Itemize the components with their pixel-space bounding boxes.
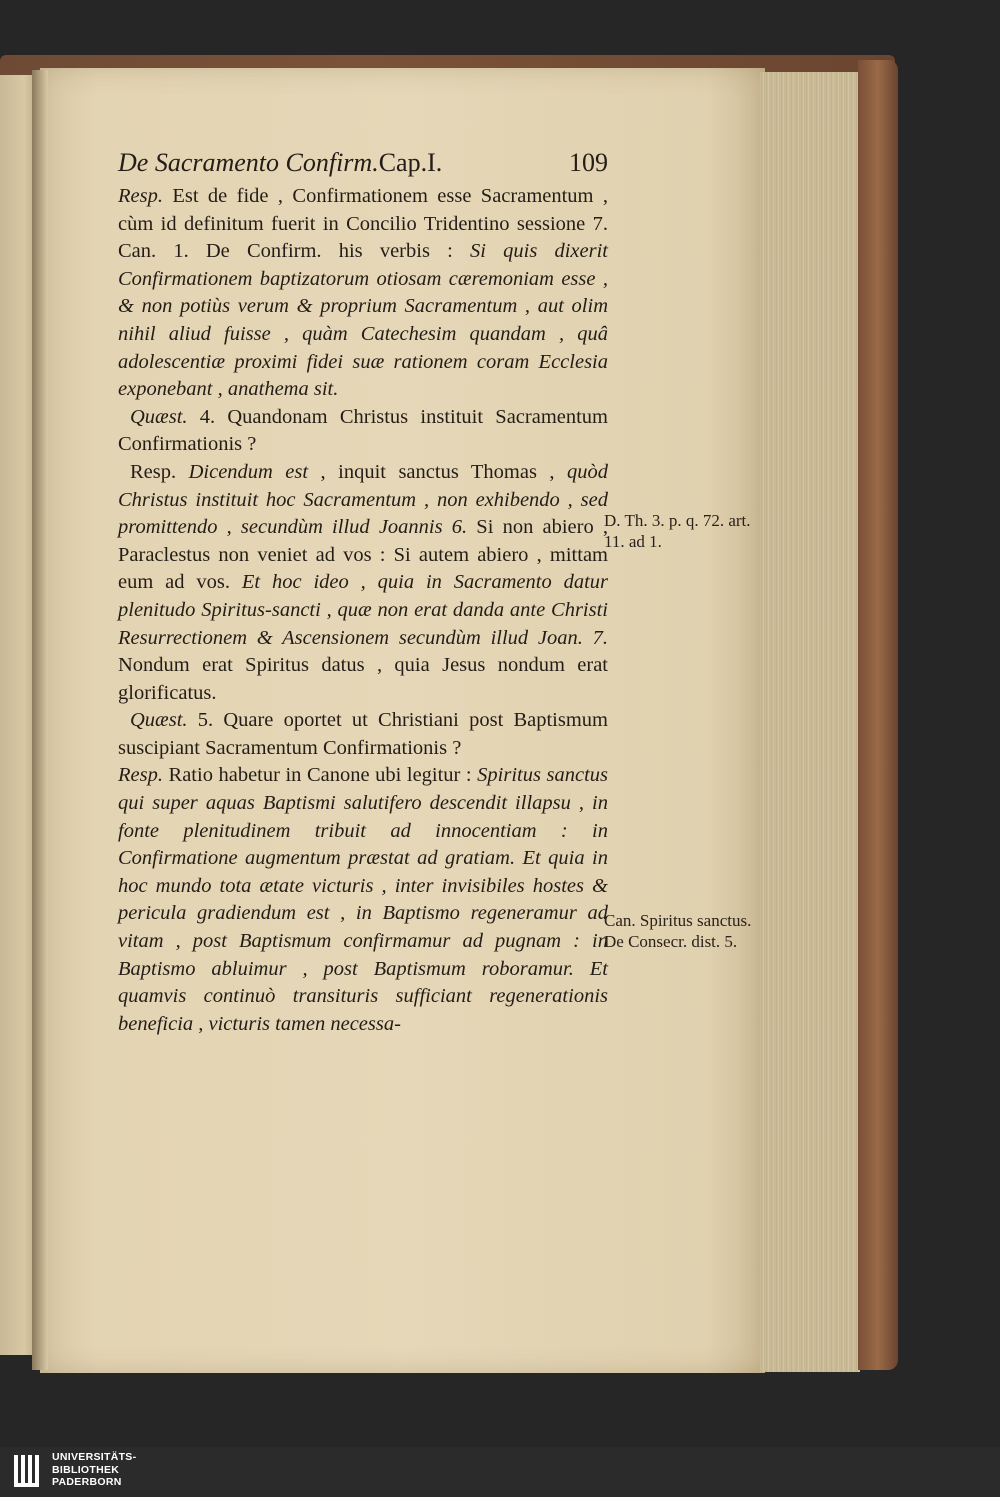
library-name (52, 1451, 136, 1489)
paragraph (118, 183, 608, 404)
page-number: 109 (569, 148, 608, 177)
page-gutter (32, 70, 48, 1370)
footer-bar (0, 1447, 1000, 1497)
roman-text: , inquit sanctus Thomas , (308, 460, 567, 483)
library-logo-icon (14, 1453, 44, 1489)
page-edges (760, 72, 860, 1372)
paragraph (118, 762, 608, 1038)
italic-text: quòd Christus instituit hoc Sacramentum , non exhibendo , sed promittendo , secundùm illud Joannis 6. (118, 460, 608, 539)
italic-text: Et hoc ideo , quia in Sacramento datur plenitudo Spiritus-sancti , quæ non erat danda ante Christi Resurrectionem & Ascensionem secundùm illud Joan. 7. (118, 571, 609, 649)
italic-text: Si quis dixerit Confirmationem baptizatorum otiosam cæremoniam esse , & non potiùs verum & proprium Sacramentum , aut olim nihil aliud fuisse , quàm Catechesim quandam , quâ adolescentiæ proximi fidei suæ rationem coram Ecclesia exponebant , anathema sit. (118, 240, 608, 401)
text-block (118, 145, 608, 1038)
roman-text: Nondum erat Spiritus datus , quia Jesus nondum erat glorificatus. (118, 654, 608, 704)
roman-text: Est de fide , Confirmationem esse Sacramentum , cùm id definitum fuerit in Concilio Tridentino sessione 7. Can. 1. De Confirm. his verbis : (118, 185, 608, 263)
roman-text: Ratio habetur in Canone ubi legitur : (162, 764, 478, 787)
body-text (118, 183, 608, 1038)
roman-text: Resp. (130, 460, 189, 483)
book-spine (858, 60, 898, 1370)
paragraph (118, 707, 608, 762)
library-name-line1: UNIVERSITÄTS- (52, 1451, 137, 1463)
running-head (118, 145, 608, 181)
roman-text: 5. Quare oportet ut Christiani post Baptismum suscipiant Sacramentum Confirmationis ? (118, 709, 608, 759)
margin-note: D. Th. 3. p. q. 72. art. 11. ad 1. (604, 511, 751, 551)
italic-text: Dicendum est (188, 460, 309, 483)
roman-text: 4. Quandonam Christus instituit Sacramentum Confirmationis ? (118, 405, 608, 456)
paragraph-label: Resp. (118, 185, 163, 207)
library-name-line3: PADERBORN (52, 1476, 122, 1488)
paragraph (118, 404, 608, 459)
library-name-line2: BIBLIOTHEK (52, 1463, 120, 1476)
paragraph (118, 459, 608, 707)
paragraph-label: Quæst. (130, 709, 188, 732)
paragraph-label: Quæst. (130, 405, 188, 428)
running-head-title: De Sacramento Confirm. (118, 148, 379, 177)
roman-text: Si non abiero , Paraclestus non veniet ad vos : Si autem abiero , mittam eum ad vos. (118, 516, 608, 594)
running-head-chapter: Cap.I. (378, 148, 443, 177)
italic-text: Spiritus sanctus qui super aquas Baptismi salutifero descendit illapsu , in fonte plenitudinem tribuit ad innocentiam : in Confirmatione augmentum præstat ad gratiam. Et quia in hoc mundo tota ætate victuris , inter invisibiles hostes & pericula gradiendum est , in Baptismo regeneramur ad vitam , post Baptismum confirmamur ad pugnam : in Baptismo abluimur , post Baptismum roboramur. Et quamvis continuò transituris sufficiant regenerationis beneficia , victuris tamen necessa- (118, 764, 609, 1035)
paragraph-label: Resp. (118, 764, 163, 787)
running-head-left (118, 145, 442, 181)
margin-note: Can. Spiritus sanctus. De Consecr. dist. 5. (604, 911, 752, 951)
